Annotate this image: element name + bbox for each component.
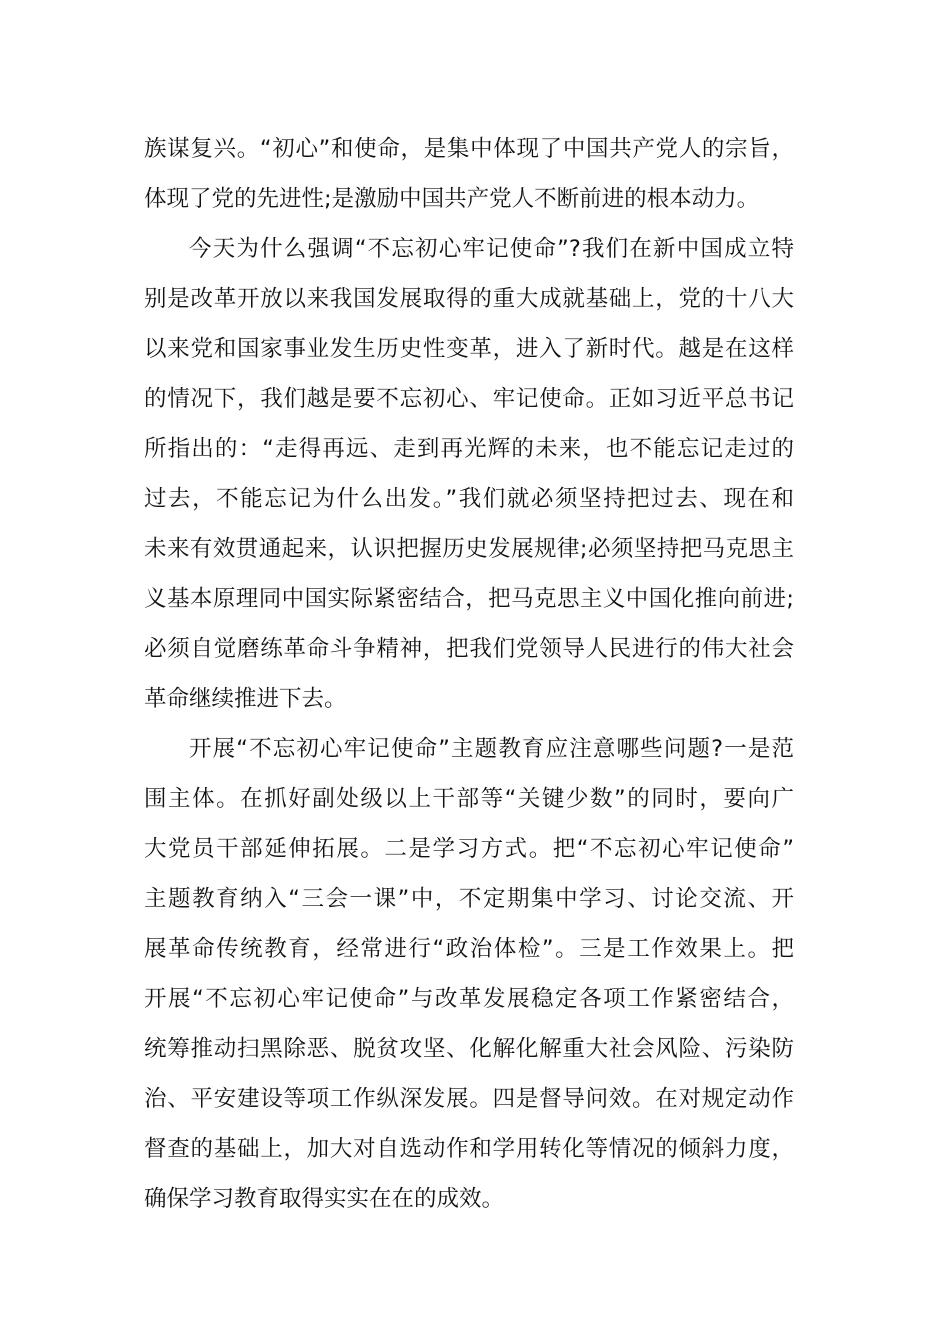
text-line: 的情况下，我们越是要不忘初心、牢记使命。正如习近平总书记 — [144, 386, 794, 412]
text-line: 未来有效贯通起来，认识把握历史发展规律;必须坚持把马克思主 — [144, 536, 794, 562]
text-line: 革命继续推进下去。 — [144, 686, 347, 712]
text-line: 确保学习教育取得实实在在的成效。 — [144, 1186, 505, 1212]
text-line: 义基本原理同中国实际紧密结合，把马克思主义中国化推向前进; — [144, 586, 794, 612]
text-line: 围主体。在抓好副处级以上干部等“关键少数”的同时，要向广 — [144, 786, 794, 812]
text-line: 开展“不忘初心牢记使命”与改革发展稳定各项工作紧密结合， — [144, 986, 794, 1012]
text-line: 主题教育纳入“三会一课”中，不定期集中学习、讨论交流、开 — [144, 886, 794, 912]
text-line: 别是改革开放以来我国发展取得的重大成就基础上，党的十八大 — [144, 286, 794, 312]
text-line: 展革命传统教育，经常进行“政治体检”。三是工作效果上。把 — [144, 936, 794, 962]
text-line: 统筹推动扫黑除恶、脱贫攻坚、化解化解重大社会风险、污染防 — [144, 1036, 794, 1062]
text-line: 所指出的：“走得再远、走到再光辉的未来，也不能忘记走过的 — [144, 436, 794, 462]
text-line: 以来党和国家事业发生历史性变革，进入了新时代。越是在这样 — [144, 336, 794, 362]
text-line: 过去，不能忘记为什么出发。”我们就必须坚持把过去、现在和 — [144, 486, 794, 512]
text-line: 体现了党的先进性;是激励中国共产党人不断前进的根本动力。 — [144, 186, 760, 212]
text-line: 治、平安建设等项工作纵深发展。四是督导问效。在对规定动作 — [144, 1086, 794, 1112]
text-line: 今天为什么强调“不忘初心牢记使命”?我们在新中国成立特 — [189, 236, 794, 262]
text-line: 大党员干部延伸拓展。二是学习方式。把“不忘初心牢记使命” — [144, 836, 794, 862]
text-line: 必须自觉磨练革命斗争精神，把我们党领导人民进行的伟大社会 — [144, 636, 794, 662]
text-line: 开展“不忘初心牢记使命”主题教育应注意哪些问题?一是范 — [189, 736, 794, 762]
document-body — [144, 124, 794, 1224]
paragraph — [144, 124, 794, 224]
text-line: 族谋复兴。“初心”和使命，是集中体现了中国共产党人的宗旨， — [144, 136, 794, 162]
text-line: 督查的基础上，加大对自选动作和学用转化等情况的倾斜力度， — [144, 1136, 794, 1162]
paragraph — [144, 724, 794, 1224]
paragraph — [144, 224, 794, 724]
